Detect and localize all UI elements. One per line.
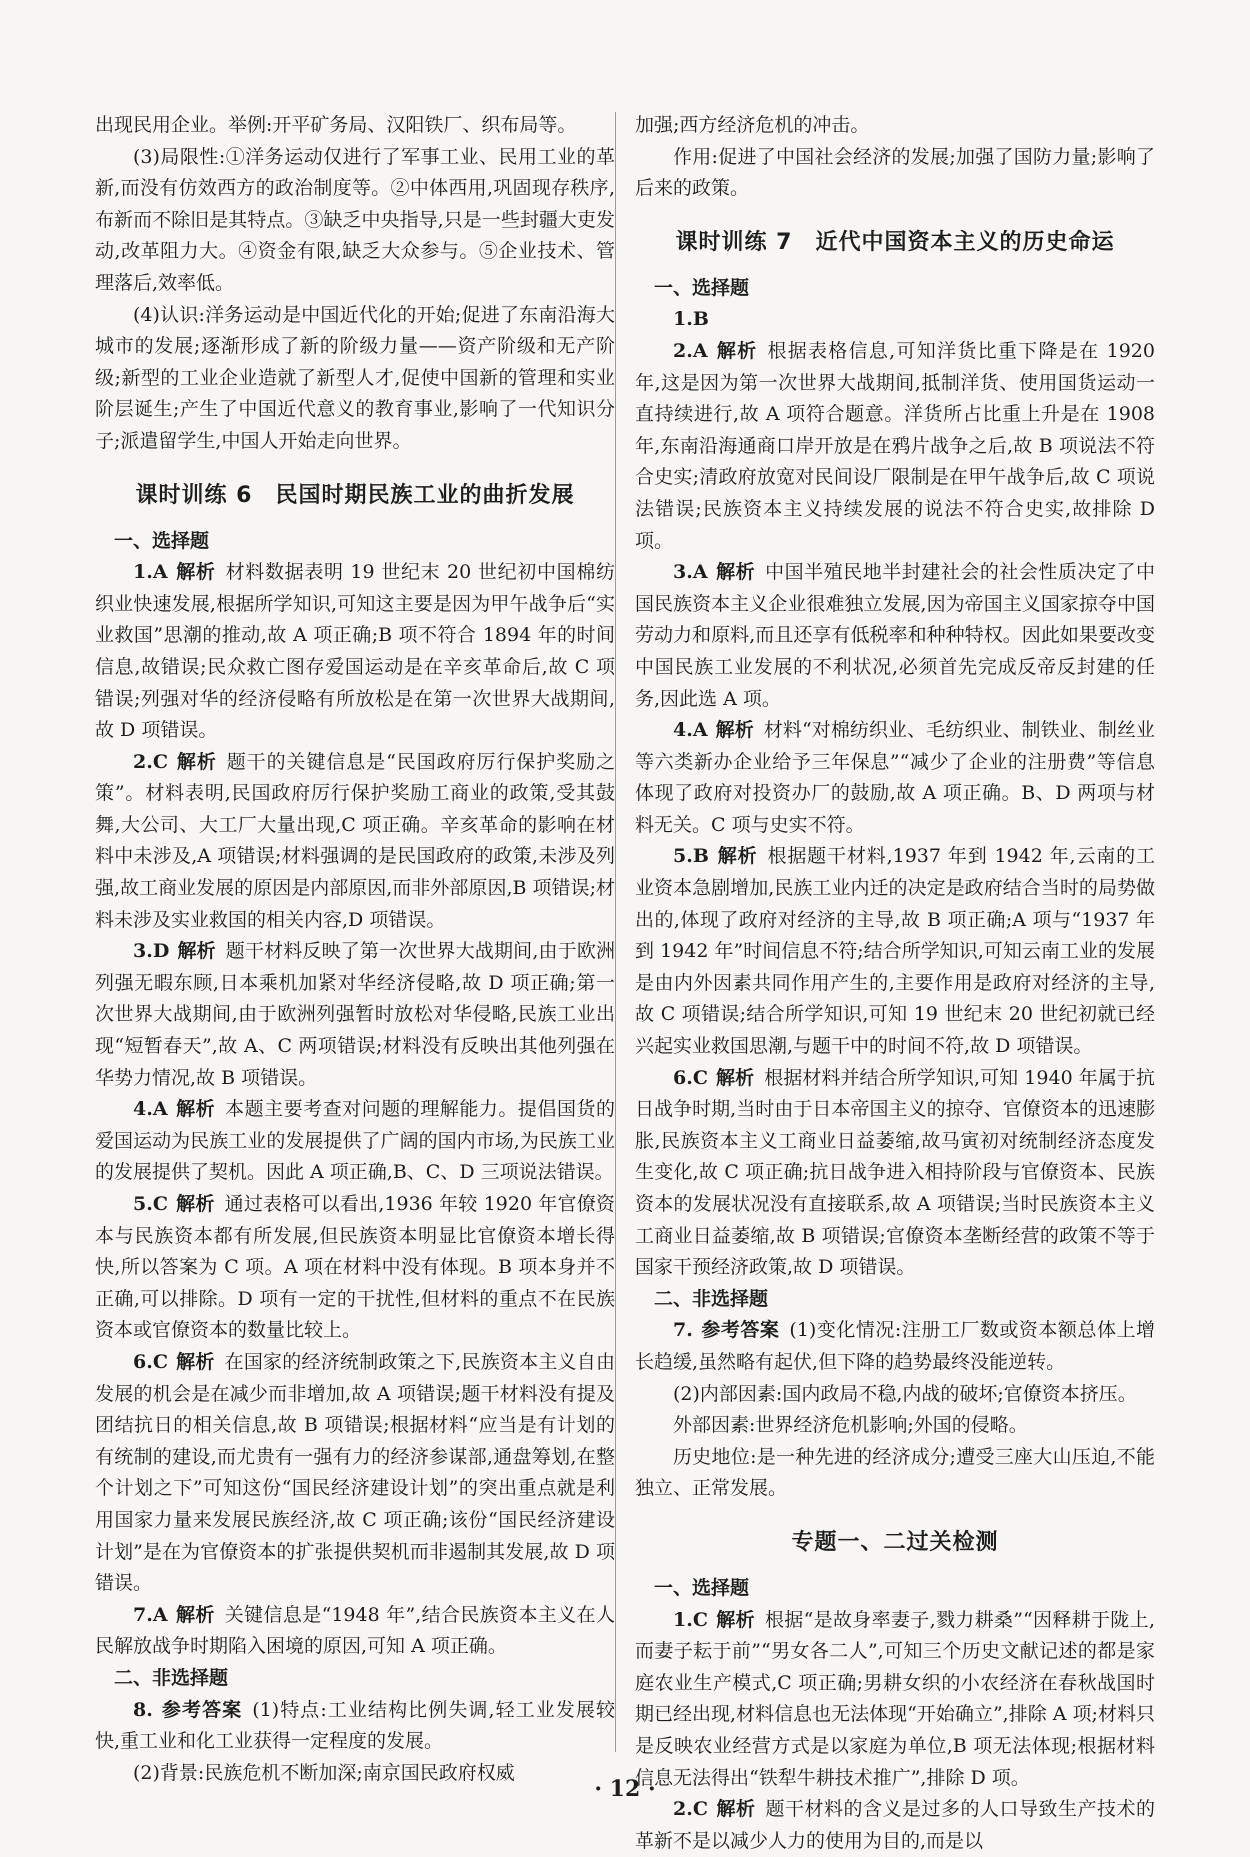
item-number: 6.C <box>673 1066 708 1089</box>
right-paragraph-2: 作用:促进了中国社会经济的发展;加强了国防力量;影响了后来的政策。 <box>635 145 1155 200</box>
item-text: 关键信息是“1948 年”,结合民族资本主义在人民解放战争时期陷入困境的原因,可知 A 项正确。 <box>95 1603 615 1658</box>
answer-item <box>635 1315 1155 1378</box>
item-number: 1.B <box>673 308 709 331</box>
item-text: 材料“对棉纺织业、毛纺织业、制铁业、制丝业等六类新办企业给予三年保息”“减少了企业的注册费”等信息体现了政府对投资办厂的鼓励,故 A 项正确。B、D 两项与材料无关。C 项与史实不符。 <box>635 719 1155 836</box>
item-text: 通过表格可以看出,1936 年较 1920 年官僚资本与民族资本都有所发展,但民族资本明显比官僚资本增长得快,所以答案为 C 项。A 项在材料中没有体现。B 项本身并不正确,可以排除。D 项有一定的干扰性,但材料的重点不在民族资本或官僚资本的数量比较上。 <box>95 1193 615 1342</box>
answer-item <box>635 304 1155 336</box>
reference-answer-tag: 参考答案 <box>700 1319 780 1342</box>
analysis-tag: 解析 <box>175 1603 215 1626</box>
item-text: 根据题干材料,1937 年到 1942 年,云南的工业资本急剧增加,民族工业内迁的决定是政府结合当时的局势做出的,体现了政府对经济的主导,故 B 项正确;A 项与“1937 年到 1942 年”时间信息不符;结合所学知识,可知云南工业的发展是由内外因素共同作用产生的,主要作用是政府对经济的主导,故 C 项错误;结合所学知识,可知 19 世纪末 20 世纪初就已经兴起实业救国思潮,与题干中的时间不符,故 D 项错误。 <box>635 845 1155 1058</box>
answer-item <box>95 1347 615 1600</box>
answer-continuation: 外部因素:世界经济危机影响;外国的侵略。 <box>673 1414 1028 1437</box>
item-text: 中国半殖民地半封建社会的社会性质决定了中国民族资本主义企业很难独立发展,因为帝国主义国家掠夺中国劳动力和原料,而且还享有低税率和种种特权。因此如果要改变中国民族工业发展的不利状况,必须首先完成反帝反封建的任务,因此选 A 项。 <box>635 561 1155 710</box>
item-number: 5.B <box>673 845 709 868</box>
answer-continuation: 历史地位:是一种先进的经济成分;遭受三座大山压迫,不能独立、正常发展。 <box>635 1445 1155 1500</box>
choice-heading-unit-test: 一、选择题 <box>654 1576 750 1599</box>
left-paragraph-1: 出现民用企业。举例:开平矿务局、汉阳铁厂、织布局等。 <box>95 114 577 136</box>
item-text: 题干材料反映了第一次世界大战期间,由于欧洲列强无暇东顾,日本乘机加紧对华经济侵略,故 D 项正确;第一次世界大战期间,由于欧洲列强暂时放松对华侵略,民族工业出现“短暂春天”,故 A、C 两项错误;材料没有反映出其他列强在华势力情况,故 B 项错误。 <box>95 940 615 1089</box>
item-text: 根据表格信息,可知洋货比重下降是在 1920 年,这是因为第一次世界大战期间,抵制洋货、使用国货运动一直持续进行,故 A 项符合题意。洋货所占比重上升是在 1908 年,东南沿海通商口岸开放是在鸦片战争之后,故 B 项说法不符合史实;清政府放宽对民间设厂限制是在甲午战争后,故 C 项说法错误;民族资本主义持续发展的说法不符合史实,故排除 D 项。 <box>635 339 1155 552</box>
answer-item <box>635 1063 1155 1284</box>
analysis-tag: 解析 <box>175 750 217 773</box>
analysis-tag: 解析 <box>177 940 216 963</box>
item-text: 本题主要考查对问题的理解能力。提倡国货的爱国运动为民族工业的发展提供了广阔的国内市场,为民族工业的发展提供了契机。因此 A 项正确,B、C、D 三项说法错误。 <box>95 1098 615 1184</box>
nonchoice-heading-lesson-6: 二、非选择题 <box>114 1666 229 1689</box>
answer-continuation: (2)内部因素:国内政局不稳,内战的破坏;官僚资本挤压。 <box>673 1382 1137 1405</box>
analysis-tag: 解析 <box>715 1608 755 1631</box>
nonchoice-heading-lesson-7: 二、非选择题 <box>654 1287 769 1310</box>
answer-item <box>95 1094 615 1189</box>
answer-item <box>635 841 1155 1062</box>
right-paragraph-1: 加强;西方经济危机的冲击。 <box>635 114 870 136</box>
item-text: 题干材料的含义是过多的人口导致生产技术的革新不是以减少人力的使用为目的,而是以 <box>635 1798 1155 1852</box>
item-number: 5.C <box>133 1193 168 1215</box>
analysis-tag: 解析 <box>715 1798 756 1821</box>
answer-item <box>635 1605 1155 1795</box>
left-column <box>95 110 615 1789</box>
item-number: 6.C <box>133 1350 168 1373</box>
item-number: 4.A <box>673 719 708 742</box>
choice-heading-lesson-6: 一、选择题 <box>114 529 210 552</box>
left-paragraph-2: (3)局限性:①洋务运动仅进行了军事工业、民用工业的革新,而没有仿效西方的政治制度等。②中体西用,巩固现存秩序,布新而不除旧是其特点。③缺乏中央指导,只是一些封疆大吏发动,改革阻力大。④资金有限,缺乏大众参与。⑤企业技术、管理落后,效率低。 <box>95 145 615 294</box>
analysis-tag: 解析 <box>716 845 758 868</box>
analysis-tag: 解析 <box>715 561 756 584</box>
answer-item <box>635 557 1155 715</box>
answer-item <box>635 336 1155 557</box>
item-number: 2.C <box>673 1798 708 1821</box>
answer-item <box>95 936 615 1094</box>
analysis-tag: 解析 <box>175 561 216 584</box>
item-number: 1.C <box>673 1608 708 1631</box>
answer-item <box>95 1189 615 1347</box>
analysis-tag: 解析 <box>175 1193 215 1215</box>
item-text: 题干的关键信息是“民国政府厉行保护奖励之策”。材料表明,民国政府厉行保护奖励工商业的政策,受其鼓舞,大公司、大工厂大量出现,C 项正确。辛亥革命的影响在材料中未涉及,A 项错误;材料强调的是民国政府的政策,未涉及列强,故工商业发展的原因是内部原因,而非外部原因,B 项错误;材料未涉及实业救国的相关内容,D 项错误。 <box>95 750 615 931</box>
analysis-tag: 解析 <box>715 719 754 742</box>
section-title-unit-test: 专题一、二过关检测 <box>791 1529 999 1555</box>
analysis-tag: 解析 <box>715 1066 755 1089</box>
analysis-tag: 解析 <box>175 1350 215 1373</box>
analysis-tag: 解析 <box>715 339 758 362</box>
item-number: 8. <box>133 1698 153 1721</box>
item-text: 根据材料并结合所学知识,可知 1940 年属于抗日战争时期,当时由于日本帝国主义的掠夺、官僚资本的迅速膨胀,民族资本主义工商业日益萎缩,故马寅初对统制经济态度发生变化,故 C 项正确;抗日战争进入相持阶段与官僚资本、民族资本的发展状况没有直接联系,故 A 项错误;当时民族资本主义工商业日益萎缩,故 B 项错误;官僚资本垄断经营的政策不等于国家干预经济政策,故 D 项错误。 <box>635 1066 1155 1279</box>
section-title-lesson-6: 课时训练 6 民国时期民族工业的曲折发展 <box>135 482 575 508</box>
choice-heading-lesson-7: 一、选择题 <box>654 276 750 299</box>
reference-answer-tag: 参考答案 <box>160 1698 243 1721</box>
item-number: 3.A <box>673 561 708 584</box>
item-text: (1)特点:工业结构比例失调,轻工业发展较快,重工业和化工业获得一定程度的发展。 <box>95 1698 615 1753</box>
item-number: 2.A <box>673 339 708 362</box>
item-text: (1)变化情况:注册工厂数或资本额总体上增长趋缓,虽然略有起伏,但下降的趋势最终没能逆转。 <box>635 1319 1155 1373</box>
answer-item <box>95 557 615 747</box>
item-number: 7.A <box>133 1603 168 1626</box>
item-number: 7. <box>673 1319 693 1342</box>
item-number: 1.A <box>133 561 168 584</box>
right-column <box>635 110 1155 1857</box>
item-number: 2.C <box>133 750 168 773</box>
answer-continuation: (2)背景:民族危机不断加深;南京国民政府权威 <box>133 1761 515 1784</box>
answer-item <box>635 1794 1155 1857</box>
item-number: 3.D <box>133 940 170 963</box>
item-number: 4.A <box>133 1098 168 1121</box>
answer-item <box>635 715 1155 841</box>
section-title-lesson-7: 课时训练 7 近代中国资本主义的历史命运 <box>675 229 1115 255</box>
column-divider <box>615 112 616 1752</box>
left-paragraph-3: (4)认识:洋务运动是中国近代化的开始;促进了东南沿海大城市的发展;逐渐形成了新的阶级力量——资产阶级和无产阶级;新型的工业企业造就了新型人才,促使中国新的管理和实业阶层诞生;产生了中国近代意义的教育事业,影响了一代知识分子;派遣留学生,中国人开始走向世界。 <box>95 303 615 452</box>
item-text: 材料数据表明 19 世纪末 20 世纪初中国棉纺织业快速发展,根据所学知识,可知这主要是因为甲午战争后“实业救国”思潮的推动,故 A 项正确;B 项不符合 1894 年的时间信息,故错误;民众救亡图存爱国运动是在辛亥革命后,故 C 项错误;列强对华的经济侵略有所放松是在第一次世界大战期间,故 D 项错误。 <box>95 561 615 742</box>
item-text: 根据“是故身率妻子,戮力耕桑”“因释耕于陇上,而妻子耘于前”“男女各二人”,可知三个历史文献记述的都是家庭农业生产模式,C 项正确;男耕女织的小农经济在春秋战国时期已经出现,材料信息也无法体现“开始确立”,排除 A 项;材料只是反映农业经营方式是以家庭为单位,B 项无法体现;根据材料信息无法得出“铁犁牛耕技术推广”,排除 D 项。 <box>635 1608 1155 1789</box>
answer-item <box>95 747 615 937</box>
item-text: 在国家的经济统制政策之下,民族资本主义自由发展的机会是在减少而非增加,故 A 项错误;题干材料没有提及团结抗日的相关信息,故 B 项错误;根据材料“应当是有计划的有统制的建设,而尤贵有一强有力的经济参谋部,通盘筹划,在整个计划之下”可知这份“国民经济建设计划”的突出重点就是利用国家力量来发展民族经济,故 C 项正确;该份“国民经济建设计划”是在为官僚资本的扩张提供契机而非遏制其发展,故 D 项错误。 <box>95 1350 615 1595</box>
analysis-tag: 解析 <box>175 1098 216 1121</box>
page-number: · 12 · <box>594 1776 656 1802</box>
answer-item <box>95 1695 615 1758</box>
answer-item <box>95 1600 615 1663</box>
